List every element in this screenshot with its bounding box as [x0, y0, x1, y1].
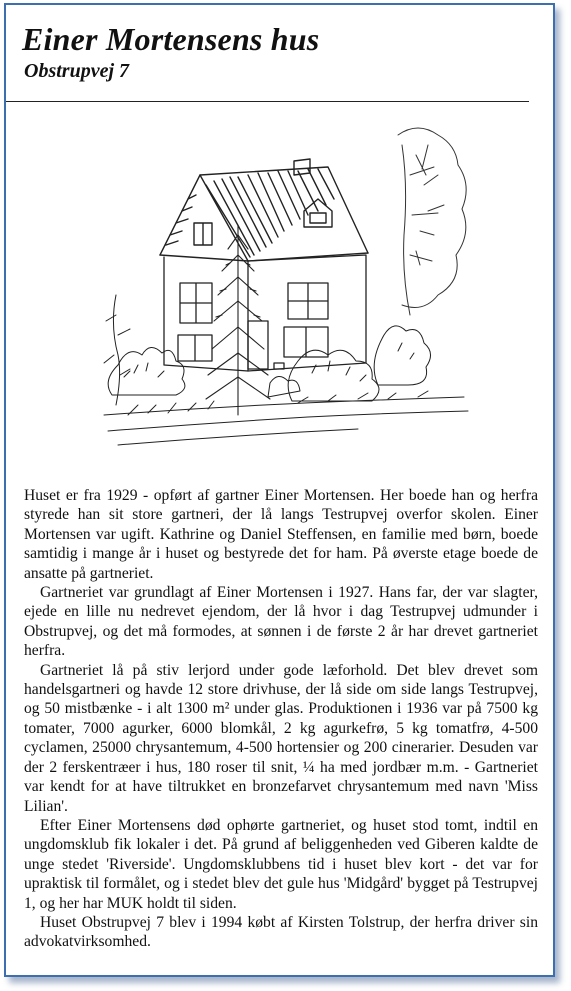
- paragraph-present: Huset Obstrupvej 7 blev i 1994 købt af Kirsten Tolstrup, der herfra driver sin advokatvirksomhed.: [24, 913, 538, 951]
- roof: [160, 159, 368, 261]
- walls: [164, 255, 366, 371]
- ground-lines: [104, 391, 468, 445]
- background-tree: [398, 128, 466, 315]
- paragraph-history: Huset er fra 1929 - opført af gartner Einer Mortensen. Her boede han og herfra styrede han sit store gartneri, der lå langs Testrupvej overfor skolen. Einer Mortensen var ugift. Kathrine og Daniel Steffensen, en familie med børn, boede samtidig i mange år i huset og bestyrede det for ham. På øverste etage boede de ansatte på gartneriet.: [24, 487, 538, 582]
- house-sketch-illustration: [98, 115, 488, 460]
- garden-shrubs: [108, 326, 430, 401]
- article-title: Einer Mortensens hus: [22, 21, 320, 57]
- left-tree: [104, 295, 130, 405]
- evergreen-tree: [206, 225, 270, 415]
- paragraph-youth-club: Efter Einer Mortensens død ophørte gartneriet, og huset stod tomt, indtil en ungdomsklub fik lokaler i det. På grund af beliggenheden ved Giberen kaldte de unge stedet 'Riverside'. Ungdomsklubbens tid i huset blev kort - det var for upraktisk til formålet, og i stedet blev det gule hus 'Midgård' bygget på Testrupvej 1, og her har MUK holdt til siden.: [24, 816, 538, 912]
- paragraph-founding: Gartneriet var grundlagt af Einer Mortensen i 1927. Hans far, der var slagter, ejede en lille nu nedrevet ejendom, der lå hvor i dag Testrupvej udmunder i Obstrupvej, og det må formodes, at sønnen i de første 2 år har drevet gartneriet herfra.: [24, 584, 538, 660]
- article-subtitle: Obstrupvej 7: [24, 60, 129, 82]
- paragraph-production: Gartneriet lå på stiv lerjord under gode læforhold. Det blev drevet som handelsgartneri og havde 12 store drivhuse, der lå side om side langs Testrupvej, og 50 mistbænke - i alt 1300 m² under glas. Produktionen i 1936 var på 7500 kg tomater, 7000 agurker, 6000 blomkål, 2 kg agurkefrø, 5 kg tomatfrø, 4-500 cyclamen, 25000 chrysantemum, 4-500 hortensier og 200 cinerarier. Desuden var der 2 ferskentræer i hus, 180 roser til snit, ¼ ha med jordbær m.m. - Gartneriet var kendt for at have tiltrukket en bronzefarvet chrysantemum med navn 'Miss Lilian'.: [24, 661, 538, 815]
- article-body: [24, 486, 538, 952]
- title-divider: [6, 101, 529, 102]
- article-card: [4, 3, 555, 977]
